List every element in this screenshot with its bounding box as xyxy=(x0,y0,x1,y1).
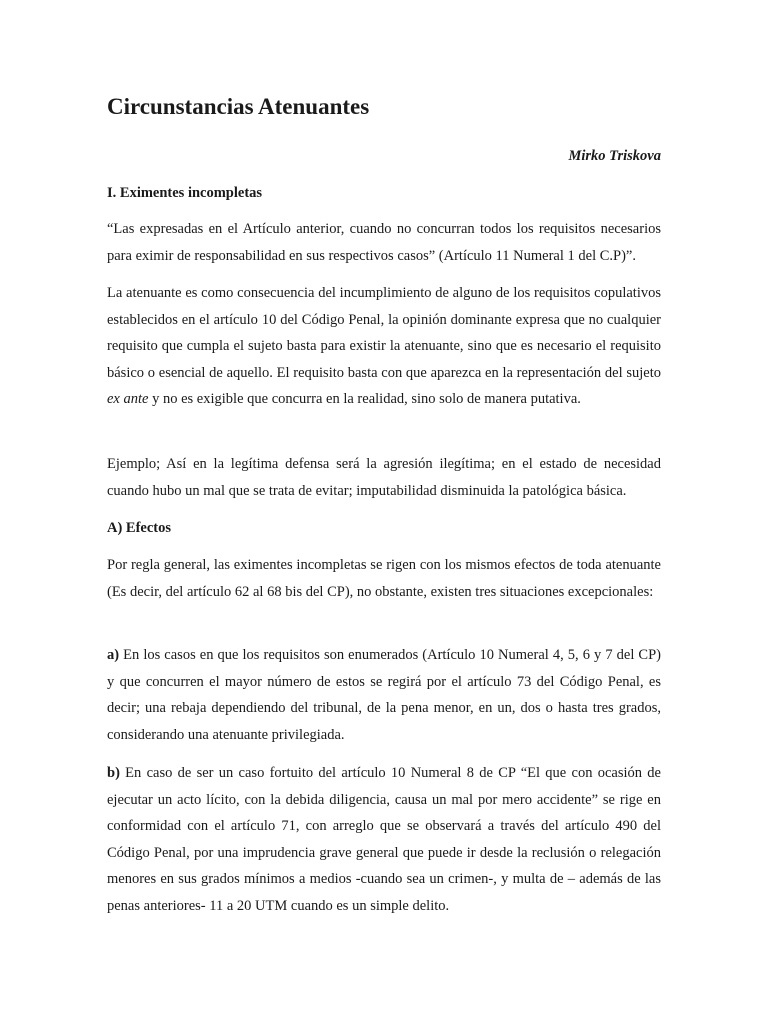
list-item-a xyxy=(107,642,661,748)
paragraph-atenuante-italic: ex ante xyxy=(107,391,149,408)
document-title: Circunstancias Atenuantes xyxy=(107,94,370,119)
section-heading-eximentes: I. Eximentes incompletas xyxy=(107,185,263,201)
paragraph-regla-general: Por regla general, las eximentes incompletas se rigen con los mismos efectos de toda atenuante (Es decir, del artículo 62 al 68 bis del CP), no obstante, existen tres situaciones excepcionales: xyxy=(107,557,661,600)
subsection-heading-efectos: A) Efectos xyxy=(107,520,172,536)
paragraph-atenuante-text-1: La atenuante es como consecuencia del incumplimiento de alguno de los requisitos copulativos establecidos en el artículo 10 del Código Penal, la opinión dominante expresa que no cualquier requisito que cumpla el sujeto basta para existir la atenuante, sino que es necesario el requisito básico o esencial de aquello. El requisito basta con que aparezca en la representación del sujeto xyxy=(107,285,661,381)
list-item-b xyxy=(107,760,661,920)
paragraph-atenuante-text-2: y no es exigible que concurra en la realidad, sino solo de manera putativa. xyxy=(148,391,581,408)
paragraph-atenuante xyxy=(107,280,661,413)
paragraph-quote: “Las expresadas en el Artículo anterior, cuando no concurran todos los requisitos necesarios para eximir de responsabilidad en sus respectivos casos” (Artículo 11 Numeral 1 del C.P)”. xyxy=(107,221,661,264)
list-item-b-text: En caso de ser un caso fortuito del artículo 10 Numeral 8 de CP “El que con ocasión de ejecutar un acto lícito, con la debida diligencia, causa un mal por mero accidente” se rige en conformidad con el artículo 71, con arreglo que se observará a través del artículo 490 del Código Penal, por una imprudencia grave general que puede ir desde la reclusión o relegación menores en sus grados mínimos a medios -cuando sea un crimen-, y multa de – además de las penas anteriores- 11 a 20 UTM cuando es un simple delito. xyxy=(107,765,661,914)
list-item-a-label: a) xyxy=(107,647,120,663)
paragraph-ejemplo: Ejemplo; Así en la legítima defensa será la agresión ilegítima; en el estado de necesidad cuando hubo un mal que se trata de evitar; imputabilidad disminuida la patológica básica. xyxy=(107,456,661,499)
list-item-b-label: b) xyxy=(107,765,120,781)
list-item-a-text: En los casos en que los requisitos son enumerados (Artículo 10 Numeral 4, 5, 6 y 7 del CP) y que concurren el mayor número de estos se regirá por el artículo 73 del Código Penal, es decir; una rebaja dependiendo del tribunal, de la pena menor, en un, dos o hasta tres grados, considerando una atenuante privilegiada. xyxy=(107,647,661,743)
author-name: Mirko Triskova xyxy=(568,148,661,164)
